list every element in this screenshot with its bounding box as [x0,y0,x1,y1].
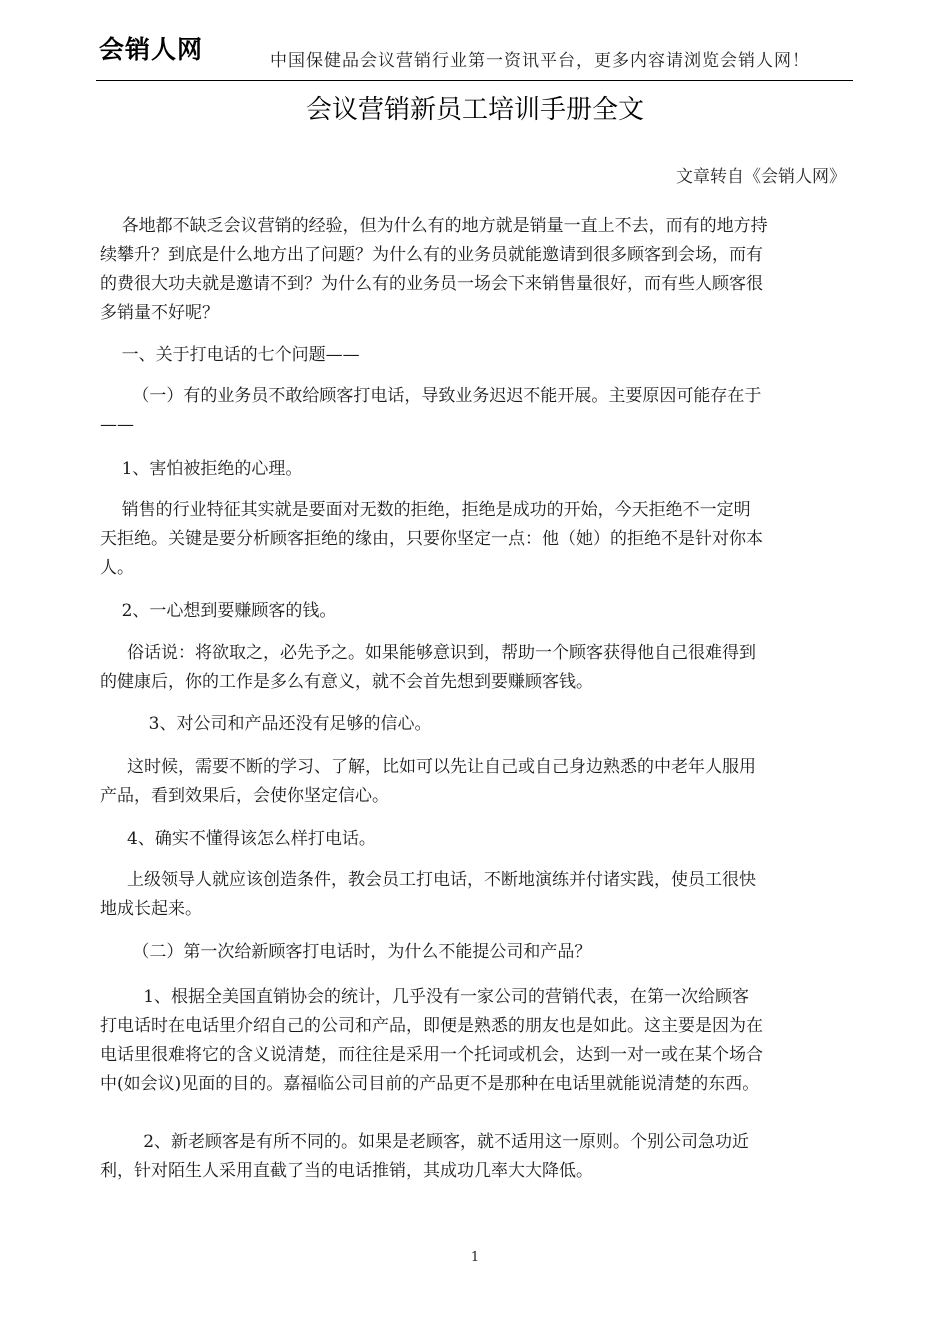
paragraph-line: 1、害怕被拒绝的心理。 [100,459,303,479]
paragraph-line: 多销量不好呢？ [100,303,219,323]
paragraph-line: （二）第一次给新顾客打电话时，为什么不能提公司和产品？ [100,942,592,962]
header-divider [96,80,853,81]
paragraph-line: 4、确实不懂得该怎么样打电话。 [100,829,376,849]
paragraph [100,825,852,854]
paragraph-line: 这时候，需要不断的学习、了解，比如可以先让自己或自己身边熟悉的中老年人服用 [100,757,757,777]
paragraph-line: 销售的行业特征其实就是要面对无数的拒绝，拒绝是成功的开始，今天拒绝不一定明 [100,500,751,520]
paragraph-line: 3、对公司和产品还没有足够的信心。 [100,714,432,734]
paragraph-line: 打电话时在电话里介绍自己的公司和产品，即便是熟悉的朋友也是如此。这主要是因为在 [100,1016,763,1036]
paragraph-line: 2、一心想到要赚顾客的钱。 [100,601,337,621]
paragraph-line: 的费很大功夫就是邀请不到？为什么有的业务员一场会下来销售量很好，而有些人顾客很 [100,274,763,294]
paragraph-line: 中(如会议)见面的目的。嘉福临公司目前的产品更不是那种在电话里就能说清楚的东西。 [100,1074,760,1094]
paragraph-line: 地成长起来。 [100,899,202,919]
paragraph [100,710,852,739]
page-number: 1 [470,1250,480,1265]
document-title: 会议营销新员工培训手册全文 [305,95,644,125]
paragraph-line: 人。 [100,558,134,578]
paragraph-line: 一、关于打电话的七个问题—— [100,345,360,365]
paragraph [100,866,852,924]
paragraph-line: 的健康后，你的工作是多么有意义，就不会首先想到要赚顾客钱。 [100,672,593,692]
paragraph-line: 续攀升？到底是什么地方出了问题？为什么有的业务员就能邀请到很多顾客到会场，而有 [100,245,763,265]
paragraph [100,639,852,697]
paragraph-line: 2、新老顾客是有所不同的。如果是老顾客，就不适用这一原则。个别公司急功近 [100,1132,750,1152]
paragraph [100,938,852,967]
paragraph [100,496,852,583]
paragraph [100,212,852,328]
source-note: 文章转自《会销人网》 [676,167,846,187]
paragraph-line: 上级领导人就应该创造条件，教会员工打电话，不断地演练并付诸实践，使员工很快 [100,870,757,890]
paragraph-line: 俗话说：将欲取之，必先予之。如果能够意识到，帮助一个顾客获得他自己很难得到 [100,643,757,663]
paragraph [100,341,852,370]
paragraph [100,382,852,440]
paragraph [100,1128,852,1186]
paragraph-line: 电话里很难将它的含义说清楚，而往往是采用一个托词或机会，达到一对一或在某个场合 [100,1045,763,1065]
paragraph [100,455,852,484]
paragraph [100,983,852,1099]
paragraph [100,753,852,811]
paragraph-line: 天拒绝。关键是要分析顾客拒绝的缘由，只要你坚定一点：他（她）的拒绝不是针对你本 [100,529,763,549]
header-brand-logo: 会销人网 [99,35,204,64]
paragraph-line: （一）有的业务员不敢给顾客打电话，导致业务迟迟不能开展。主要原因可能存在于 [100,386,762,406]
paragraph [100,597,852,626]
paragraph-line: 利，针对陌生人采用直截了当的电话推销，其成功几率大大降低。 [100,1161,593,1181]
header-tagline: 中国保健品会议营销行业第一资讯平台，更多内容请浏览会销人网！ [270,51,810,71]
paragraph-line: 1、根据全美国直销协会的统计，几乎没有一家公司的营销代表，在第一次给顾客 [100,987,750,1007]
paragraph-line: —— [100,415,134,435]
paragraph-line: 产品，看到效果后，会使你坚定信心。 [100,786,389,806]
paragraph-line: 各地都不缺乏会议营销的经验，但为什么有的地方就是销量一直上不去，而有的地方持 [100,216,768,236]
